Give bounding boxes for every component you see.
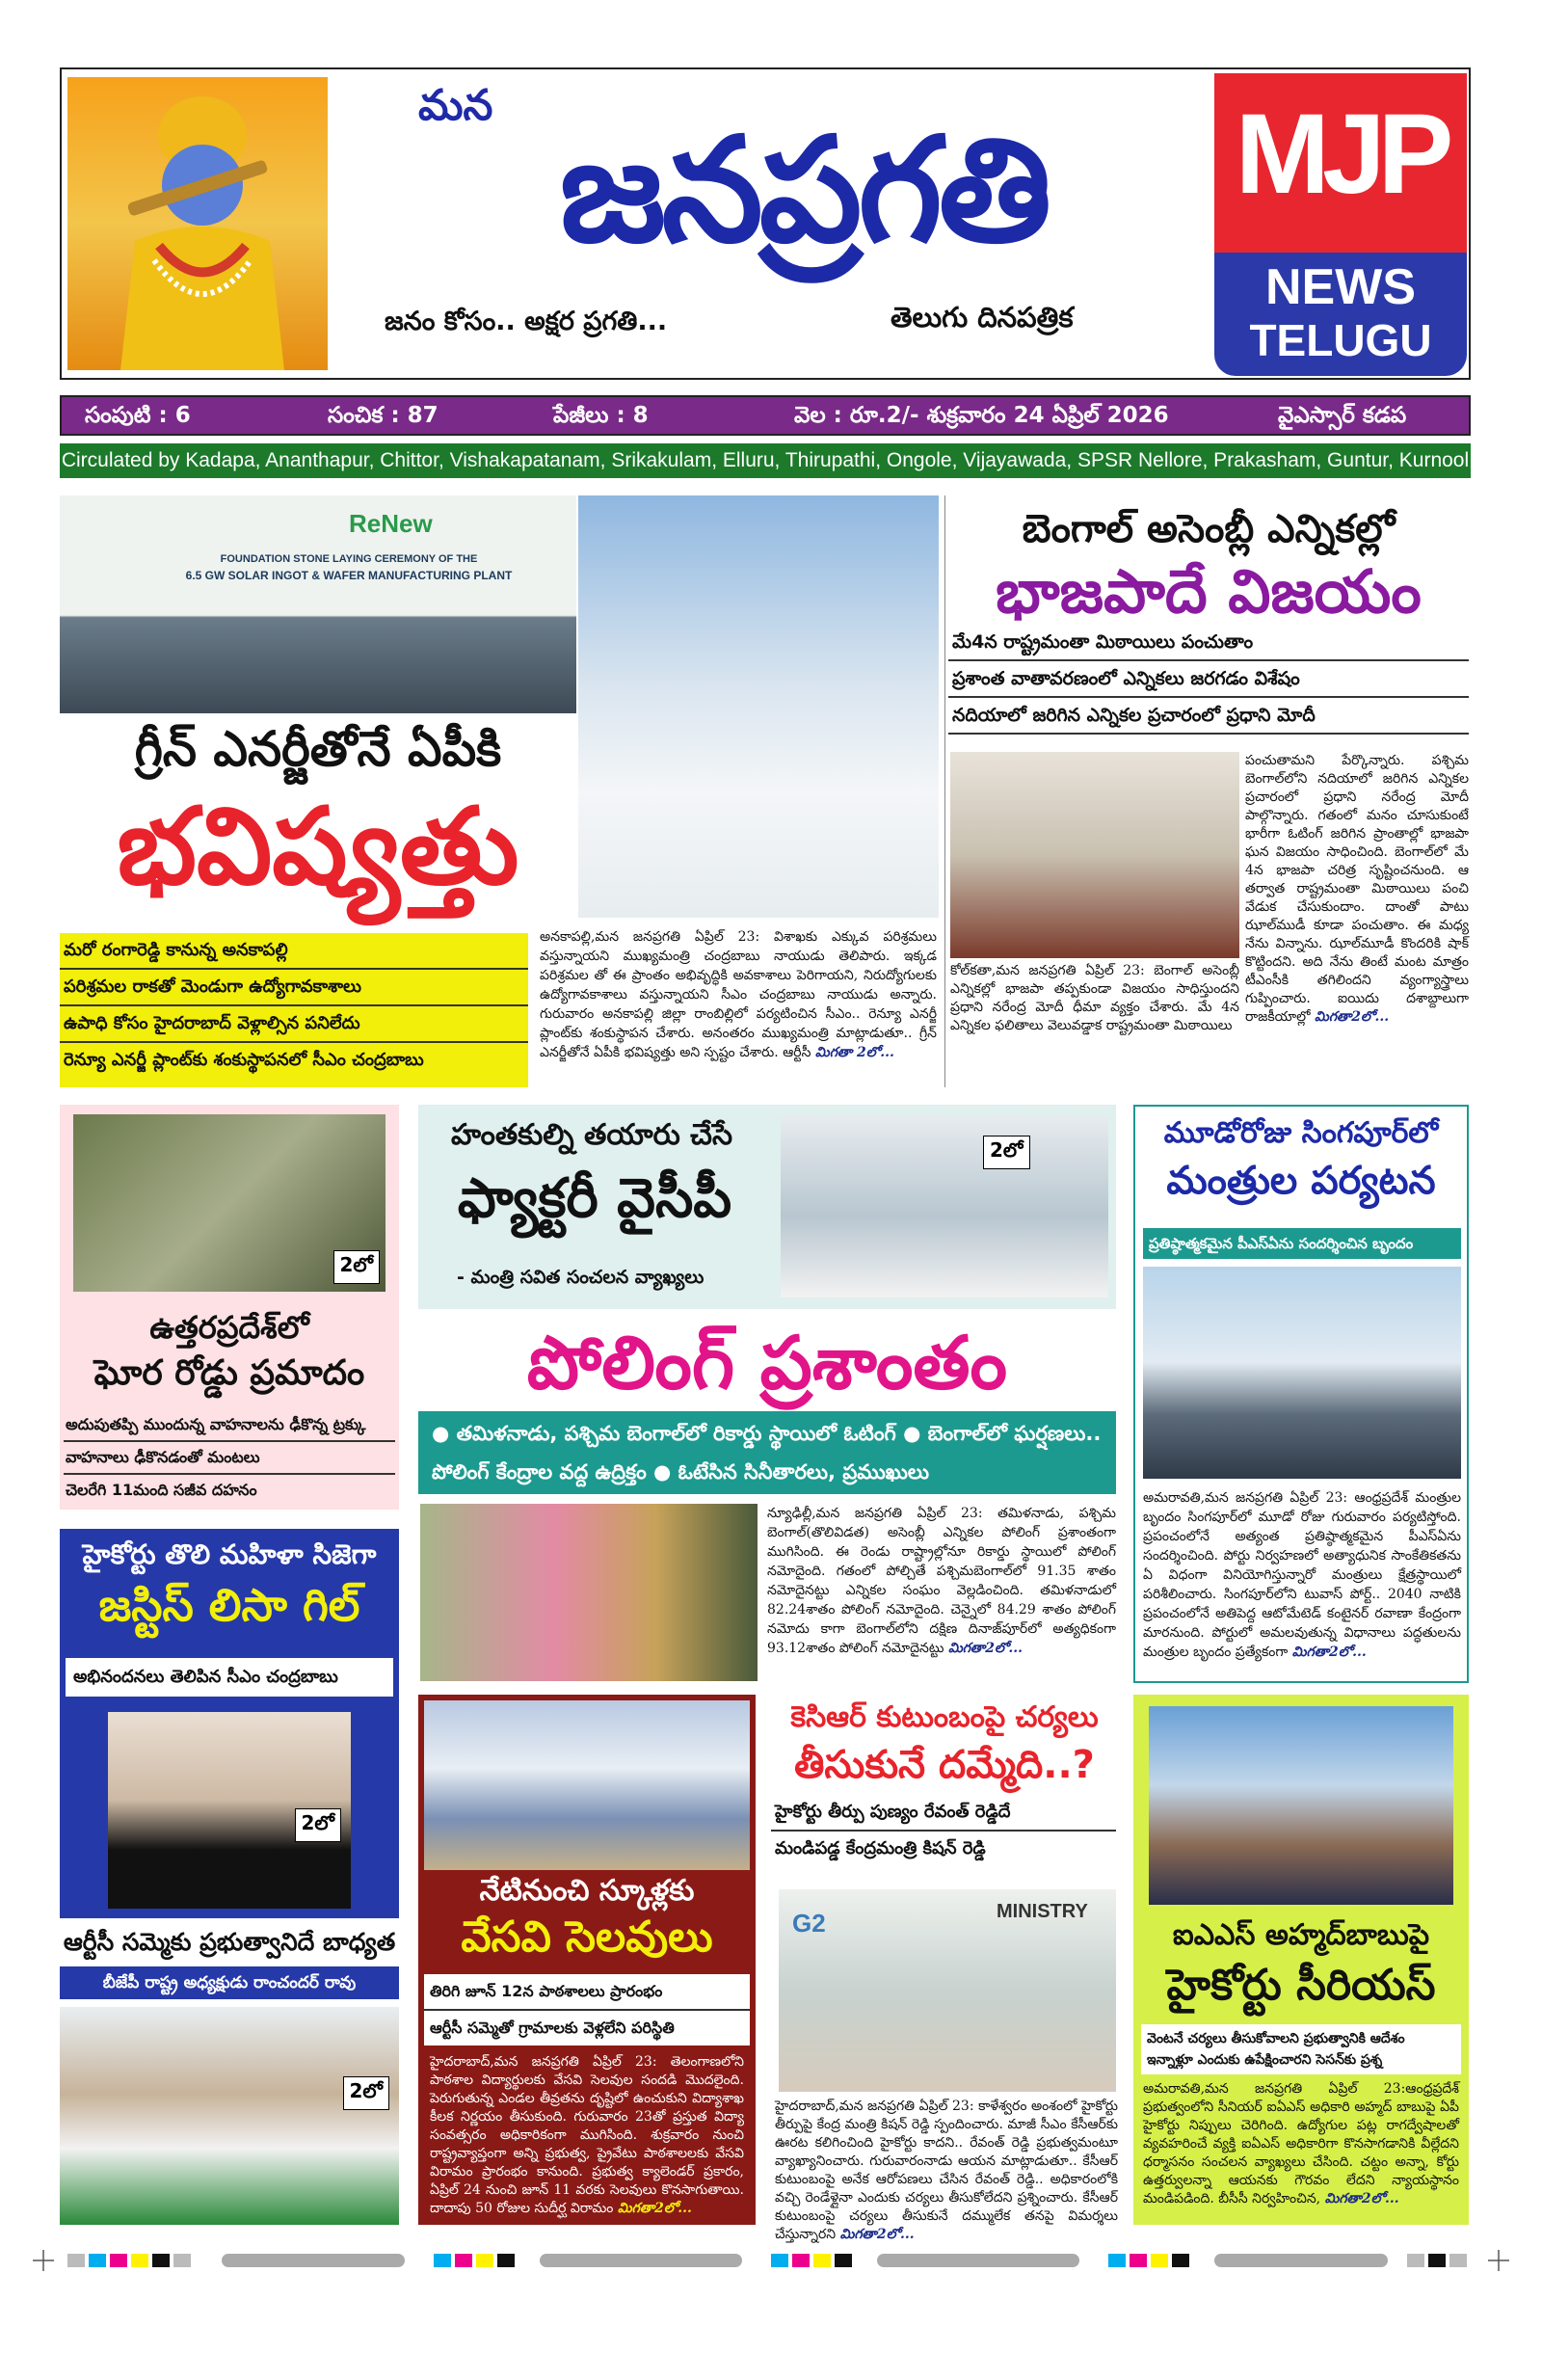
newspaper-title: జనప్రగతి [559, 107, 1049, 275]
logo-letters: MJP [1235, 91, 1447, 218]
polling-body [767, 1504, 1116, 1681]
page2-tag: 2లో [333, 1250, 381, 1284]
accident-box [60, 1105, 399, 1510]
bengal-body-left [950, 962, 1239, 1087]
lead-bullet-1: మరో రంగారెడ్డి కానున్న అనకాపల్లి [60, 933, 528, 970]
singapore-sub: ప్రతిష్ఠాత్మకమైన పీఎస్ఏను సందర్శించిన బృందం [1143, 1228, 1461, 1259]
page2-tag: 2లో [983, 1136, 1030, 1169]
polling-photo [420, 1504, 758, 1681]
singapore-head-2: మంత్రుల పర్యటన [1166, 1159, 1436, 1203]
singapore-photo [1143, 1267, 1461, 1479]
singapore-box [1133, 1105, 1469, 1683]
rtc-sub: బీజేపీ రాష్ట్ర అధ్యక్షుడు రాంచందర్ రావు [60, 1966, 399, 1999]
price-date-label: వెల : రూ.2/- శుక్రవారం 24 ఏప్రిల్ 2026 [794, 403, 1169, 428]
krishna-illustration [67, 77, 328, 370]
banner-line2: 6.5 GW SOLAR INGOT & WAFER MANUFACTURING PLANT [185, 569, 513, 582]
school-kicker: నేటినుంచి స్కూళ్లకు [479, 1874, 695, 1908]
singapore-body-text: అమరావతి,మన జనప్రగతి ఏప్రిల్ 23: ఆంధ్రప్రదేశ్ మంత్రుల బృందం సింగపూర్‌లో మూడో రోజు గురువారం పర్యటిస్తోంది. ప్రపంచంలోనే అత్యంత ప్రతిష్ఠాత్మకమైన పీఎస్ఏను సందర్శించింది. పోర్టు నిర్వహణలో అత్యాధునిక సాంకేతికతను ఏ విధంగా వినియోగిస్తున్నారో మంత్రులు క్షేత్రస్థాయిలో పరిశీలించారు. సింగపూర్‌లోని టువాస్ పోర్ట్.. 2040 నాటికి ప్రపంచంలోనే అతిపెద్ద ఆటోమేటెడ్ కంటైనర్ రవాణా కేంద్రంగా మారనుంది. పోర్టులో అమలవుతున్న విధానాలు పద్ధతులను మంత్రుల బృందం ప్రత్యేకంగా [1143, 1490, 1461, 1660]
kcr-head-1: కెసిఆర్ కుటుంబంపై చర్యలు [790, 1700, 1099, 1734]
bengal-kicker: బెంగాల్ అసెంబ్లీ ఎన్నికల్లో [1022, 507, 1396, 551]
banner-line1: FOUNDATION STONE LAYING CEREMONY OF THE [220, 553, 478, 565]
polling-headline: పోలింగ్ ప్రశాంతం [526, 1320, 1008, 1405]
bengal-headline: భాజపాదే విజయం [996, 556, 1422, 627]
crash-photo [73, 1114, 386, 1292]
kcr-body-text: హైదరాబాద్,మన జనప్రగతి ఏప్రిల్ 23: కాళేశ్వరం అంశంలో హైకోర్టు తీర్పుపై కేంద్ర మంత్రి కిషన్ రెడ్డి స్పందించారు. మాజీ సీఎం కేసీఆర్‌కు ఊరట కలిగించింది హైకోర్టు కాదని.. రేవంత్ రెడ్డి ప్రభుత్వమంటూ వ్యాఖ్యానించారు. గురువారంనాడు ఆయన మాట్లాడుతూ.. కేసీఆర్ కుటుంబంపై అనేక ఆరోపణలు చేసిన రేవంత్ రెడ్డి.. అధికారంలోకి వచ్చి రెండేళ్లైనా ఎందుకు చర్యలు తీసుకోలేదని ప్రశ్నించారు. కేసీఆర్ కుటుంబంపై చర్యలు తీసుకునే దమ్ములేక తనపై విమర్శలు చేస్తున్నారని [775, 2099, 1118, 2242]
school-box [418, 1695, 756, 2225]
lead-headline-1: గ్రీన్ ఎనర్జీతోనే ఏపీకి [134, 721, 502, 777]
circulation-bar: Circulated by Kadapa, Ananthapur, Chittor, Vishakapatanam, Srikakulam, Elluru, Thirupathi, Ongole, Vijayawada, SPSR Nellore, Prakasham, Guntur, Kurnool [60, 443, 1471, 478]
kcr-subs [771, 1795, 1116, 1866]
school-body [430, 2053, 744, 2219]
lisa-gill-photo [108, 1712, 351, 1909]
bengal-continued[interactable]: మిగతా2లో... [1315, 1009, 1390, 1025]
school-subs [424, 1974, 750, 2046]
volume-label: సంపుటి : 6 [85, 403, 191, 428]
printer-registration-marks [29, 2246, 1513, 2275]
lead-headline-2: భవిష్యత్తు [117, 785, 519, 908]
judge-box [60, 1529, 399, 1918]
renew-brand: ReNew [349, 509, 433, 538]
lead-bullets [60, 933, 528, 1087]
ias-headline: హైకోర్టు సీరియస్ [1166, 1961, 1436, 2010]
bengal-body-right [1245, 752, 1469, 1087]
polling-strap: ● తమిళనాడు, పశ్చిమ బెంగాల్‌లో రికార్డు స్థాయిలో ఓటింగ్ ● బెంగాల్‌లో ఘర్షణలు.. పోలింగ్ కేంద్రాల వద్ద ఉద్రిక్తం ● ఓటేసిన సినీతారలు, ప్రముఖులు [418, 1411, 1116, 1494]
info-bar [60, 395, 1471, 436]
bengal-sub-3: నదియాలో జరిగిన ఎన్నికల ప్రచారంలో ప్రధాని మోదీ [948, 698, 1469, 735]
bengal-sub-2: ప్రశాంత వాతావరణంలో ఎన్నికలు జరగడం విశేషం [948, 661, 1469, 698]
cm-speech-photo [578, 495, 939, 918]
accident-sub-3: చెలరేగి 11మంది సజీవ దహనం [66, 1481, 257, 1499]
lead-body-text: అనకాపల్లి,మన జనప్రగతి ఏప్రిల్ 23: విశాఖకు ఎక్కువ పరిశ్రమలు వస్తున్నాయని ముఖ్యమంత్రి చంద్రబాబు నాయుడు తెలిపారు. ఇక్కడ పరిశ్రమల తో ఈ ప్రాంతం అభివృద్ధికి అవకాశాలు పెరిగాయని, నిరుద్యోగులకు ఉద్యోగావకాశాలు వస్తున్నాయని సీఎం చంద్రబాబు నాయుడు అన్నారు. గురువారం అనకాపల్లి జిల్లా రాంబిల్లిలో పర్యటించిన సీఎం.. రెన్యూ ఎనర్జీ ప్లాంట్‌కు శంకుస్థాపన చేశారు. అనంతరం ముఖ్యమంత్రి మాట్లాడుతూ.. గ్రీన్ ఎనర్జీతోనే ఏపీకి భవిష్యత్తు అని స్పష్టం చేశారు. ఆర్టీసీ [540, 929, 937, 1060]
ias-body [1143, 2080, 1459, 2221]
ramchander-rao-photo [60, 2007, 399, 2225]
accident-sub-2: వాహనాలు ఢీకొనడంతో మంటలు [64, 1442, 395, 1475]
school-body-text: హైదరాబాద్,మన జనప్రగతి ఏప్రిల్ 23: తెలంగాణలోని పాఠశాల విద్యార్థులకు వేసవి సెలవుల సందడి మొదలైంది. పెరుగుతున్న ఎండల తీవ్రతను దృష్టిలో ఉంచుకుని విద్యాశాఖ కీలక నిర్ణయం తీసుకుంది. గురువారం 23తో ప్రస్తుత విద్యా సంవత్సరం అధికారికంగా ముగిసింది. శుక్రవారం నుంచి రాష్ట్రవ్యాప్తంగా అన్ని ప్రభుత్వ, ప్రైవేటు పాఠశాలలకు వేసవి విరామం ప్రారంభం కానుంది. ప్రభుత్వ క్యాలెండర్ ప్రకారం, ఏప్రిల్ 24 నుంచి జూన్ 11 వరకు సెలవులు కొనసాగుతాయి. దాదాపు 50 రోజుల సుదీర్ఘ విరామం [430, 2054, 744, 2216]
mjp-news-logo [1214, 73, 1467, 376]
ministry-sign: MINISTRY [997, 1901, 1088, 1922]
ias-sub: వెంటనే చర్యలు తీసుకోవాలని ప్రభుత్వానికి ఆదేశం ఇన్నాళ్లూ ఎందుకు ఉపేక్షించారని సెసన్‌కు ప్రశ్న [1141, 2024, 1461, 2074]
krishna-figure-icon [67, 77, 328, 370]
school-headline: వేసవి సెలవులు [461, 1912, 713, 1962]
judge-headline: జస్టిస్ లిసా గిల్ [98, 1579, 360, 1631]
pages-label: పేజీలు : 8 [553, 403, 649, 428]
bengal-body-right-text: పంచుతామని పేర్కొన్నారు. పశ్చిమ బెంగాల్‌లోని నదియాలో జరిగిన ఎన్నికల ప్రచారంలో ప్రధాని నరేంద్ర మోదీ పాల్గొన్నారు. గతంలో మనం చూసుకుంటే భారీగా ఓటింగ్ జరిగిన ప్రాంతాల్లో భాజపా ఘన విజయం సాధించింది. బెంగాల్‌లో మే 4న భాజపా చరిత్ర సృష్టించనుంది. ఆ తర్వాత రాష్ట్రమంతా మిఠాయిలు పంచి వేడుక చేసుకుందాం. దాంతో పాటు ఝాల్‌ముడీ కూడా పంచుతాం. ఈ మధ్య నేను విన్నాను. ఝాల్‌మూడీ కొందరికి షాక్ కొట్టిందని. అది నేను తింటే మంట మాత్రం టీఎంసీకి తగిలిందని వ్యంగ్యాస్త్రాలు గుప్పించారు. ఐయిదు దశాబ్దాలుగా రాజకీయాల్లో [1245, 753, 1469, 1025]
kcr-head-2: తీసుకునే దమ్మేది..? [794, 1743, 1095, 1787]
logo-news: NEWS [1265, 259, 1416, 315]
school-sub-2: ఆర్టీసీ సమ్మెతో గ్రామాలకు వెళ్లలేని పరిస్థితి [430, 2019, 675, 2037]
column-rule [944, 495, 945, 1087]
lead-continued[interactable]: మిగతా 2లో... [814, 1045, 894, 1060]
kishan-reddy-photo [779, 1889, 1116, 2092]
ahmed-babu-photo [1149, 1706, 1453, 1905]
bengal-subs [948, 625, 1469, 735]
lead-bullet-4: రెన్యూ ఎనర్జీ ప్లాంట్‌కు శంకుస్థాపనలో సీఎం చంద్రబాబు [64, 1050, 424, 1070]
renew-ceremony-photo [60, 495, 576, 713]
bengal-sub-1: మే4న రాష్ట్రమంతా మిఠాయిలు పంచుతాం [948, 625, 1469, 661]
g2-sign: G2 [792, 1909, 826, 1938]
kcr-sub-2: మండిపడ్డ కేంద్రమంత్రి కిషన్ రెడ్డి [775, 1838, 986, 1859]
ysrcp-headline: ఫ్యాక్టరీ వైసీపీ [457, 1167, 732, 1230]
issue-label: సంచిక : 87 [328, 403, 439, 428]
singapore-head-1: మూడోరోజు సింగపూర్‌లో [1163, 1116, 1439, 1150]
page2-tag: 2లో [295, 1808, 342, 1842]
rtc-headline: ఆర్టీసీ సమ్మెకు ప్రభుత్వానిదే బాధ్యత [63, 1928, 396, 1956]
polling-continued[interactable]: మిగతా2లో... [947, 1641, 1023, 1656]
modi-photo [950, 752, 1239, 958]
kcr-continued[interactable]: మిగతా2లో... [839, 2227, 915, 2242]
polling-body-text: న్యూఢిల్లీ,మన జనప్రగతి ఏప్రిల్ 23: తమిళనాడు, పశ్చిమ బెంగాల్(తొలివిడత) అసెంబ్లీ ఎన్నికల పోలింగ్ ప్రశాంతంగా ముగిసింది. ఈ రెండు రాష్ట్రాల్లోనూ రికార్డు స్థాయిలో పోలింగ్ నమోదైంది. గతంలో పోల్చితే పశ్చిమబెంగాల్‌లో 91.35 శాతం నమోదైనట్టు ఎన్నికల సంఘం వెల్లడించింది. తమిళనాడులో 82.24శాతం పోలింగ్ నమోదైంది. చెన్నైలో 84.29 శాతం పోలింగ్ నమోదు కాగా బెంగాల్‌లోని దక్షిణ దినాజ్‌పూర్‌లో అత్యధికంగా 93.12శాతం పోలింగ్ నమోదైనట్టు [767, 1506, 1116, 1656]
tagline-left: జనం కోసం.. అక్షర ప్రగతి... [385, 307, 668, 336]
ias-box [1133, 1695, 1469, 2225]
kcr-sub-1: హైకోర్టు తీర్పు పుణ్యం రేవంత్ రెడ్డిదే [771, 1795, 1116, 1832]
judge-kicker: హైకోర్టు తొలి మహిళా సిజెగా [82, 1538, 377, 1570]
savitha-photo [781, 1116, 1108, 1297]
bengal-body-left-text: కోల్‌కతా,మన జనప్రగతి ఏప్రిల్ 23: బెంగాల్ అసెంబ్లీ ఎన్నికల్లో భాజపా తప్పకుండా విజయం సాధిస్తుందని ప్రధాని నరేంద్ర మోదీ ధీమా వ్యక్తం చేశారు. మే 4న ఎన్నికల ఫలితాలు వెలువడ్డాక రాష్ట్రమంతా మిఠాయిలు [950, 963, 1239, 1033]
lead-bullet-2: పరిశ్రమల రాకతో మెండుగా ఉద్యోగావకాశాలు [60, 970, 528, 1006]
accident-sub-1: అదుపుతప్పి ముందున్న వాహనాలను ఢీకొన్న ట్రక్కు [64, 1409, 395, 1442]
ysrcp-byline: - మంత్రి సవిత సంచలన వ్యాఖ్యలు [457, 1267, 705, 1288]
accident-subs [64, 1409, 395, 1506]
lead-bullet-3: ఉపాధి కోసం హైదరాబాద్ వెళ్లాల్సిన పనిలేదు [60, 1006, 528, 1043]
accident-head-2: ఘోర రోడ్డు ప్రమాదం [93, 1353, 365, 1393]
color-bars-icon [29, 2246, 1513, 2275]
judge-sub: అభినందనలు తెలిపిన సీఎం చంద్రబాబు [66, 1658, 393, 1697]
logo-top [1214, 73, 1467, 253]
place-label: వైఎస్సార్ కడప [1278, 403, 1407, 428]
kcr-body [775, 2098, 1118, 2242]
lead-body [540, 927, 937, 1087]
ias-kicker: ఐఎఎస్ అహ్మద్‌బాబుపై [1172, 1918, 1430, 1952]
title-prefix: మన [418, 81, 493, 130]
school-kids-photo [424, 1700, 750, 1870]
ias-continued[interactable]: మిగతా2లో... [1324, 2191, 1399, 2206]
tagline-right: తెలుగు దినపత్రిక [891, 301, 1074, 334]
ias-body-text: అమరావతి,మన జనప్రగతి ఏప్రిల్ 23:ఆంధ్రప్రదేశ్ ప్రభుత్వంలోని సీనియర్ ఐఏఎస్ అధికారి అహ్మద్ బాబుపై ఏపీ హైకోర్టు నిప్పులు చెరిగింది. ఉద్యోగుల పట్ల రాగద్వేషాలతో వ్యవహరించే వ్యక్తి ఐఏఎస్ అధికారిగా కొనసాగడానికి వీల్లేదని ధర్మాసనం సంచలన వ్యాఖ్యలు చేసింది. చట్టం అన్నా, కోర్టు ఉత్తర్వులన్నా ఆయనకు గౌరవం లేదని న్యాయస్థానం మండిపడింది. బీసీసీ నిర్వహించిన, [1143, 2081, 1459, 2206]
ysrcp-kicker: హంతకుల్ని తయారు చేసే [450, 1118, 733, 1152]
singapore-continued[interactable]: మిగతా2లో... [1291, 1645, 1367, 1660]
logo-telugu: TELUGU [1249, 315, 1432, 365]
singapore-body [1143, 1488, 1461, 1677]
school-sub-1: తిరిగి జూన్ 12న పాఠశాలలు ప్రారంభం [424, 1974, 750, 2011]
school-continued[interactable]: మిగతా2లో... [617, 2201, 692, 2216]
page2-tag: 2లో [343, 2076, 390, 2110]
accident-head-1: ఉత్తరప్రదేశ్‌లో [149, 1309, 309, 1346]
masthead [60, 67, 1471, 380]
ysrcp-box [418, 1105, 1116, 1309]
